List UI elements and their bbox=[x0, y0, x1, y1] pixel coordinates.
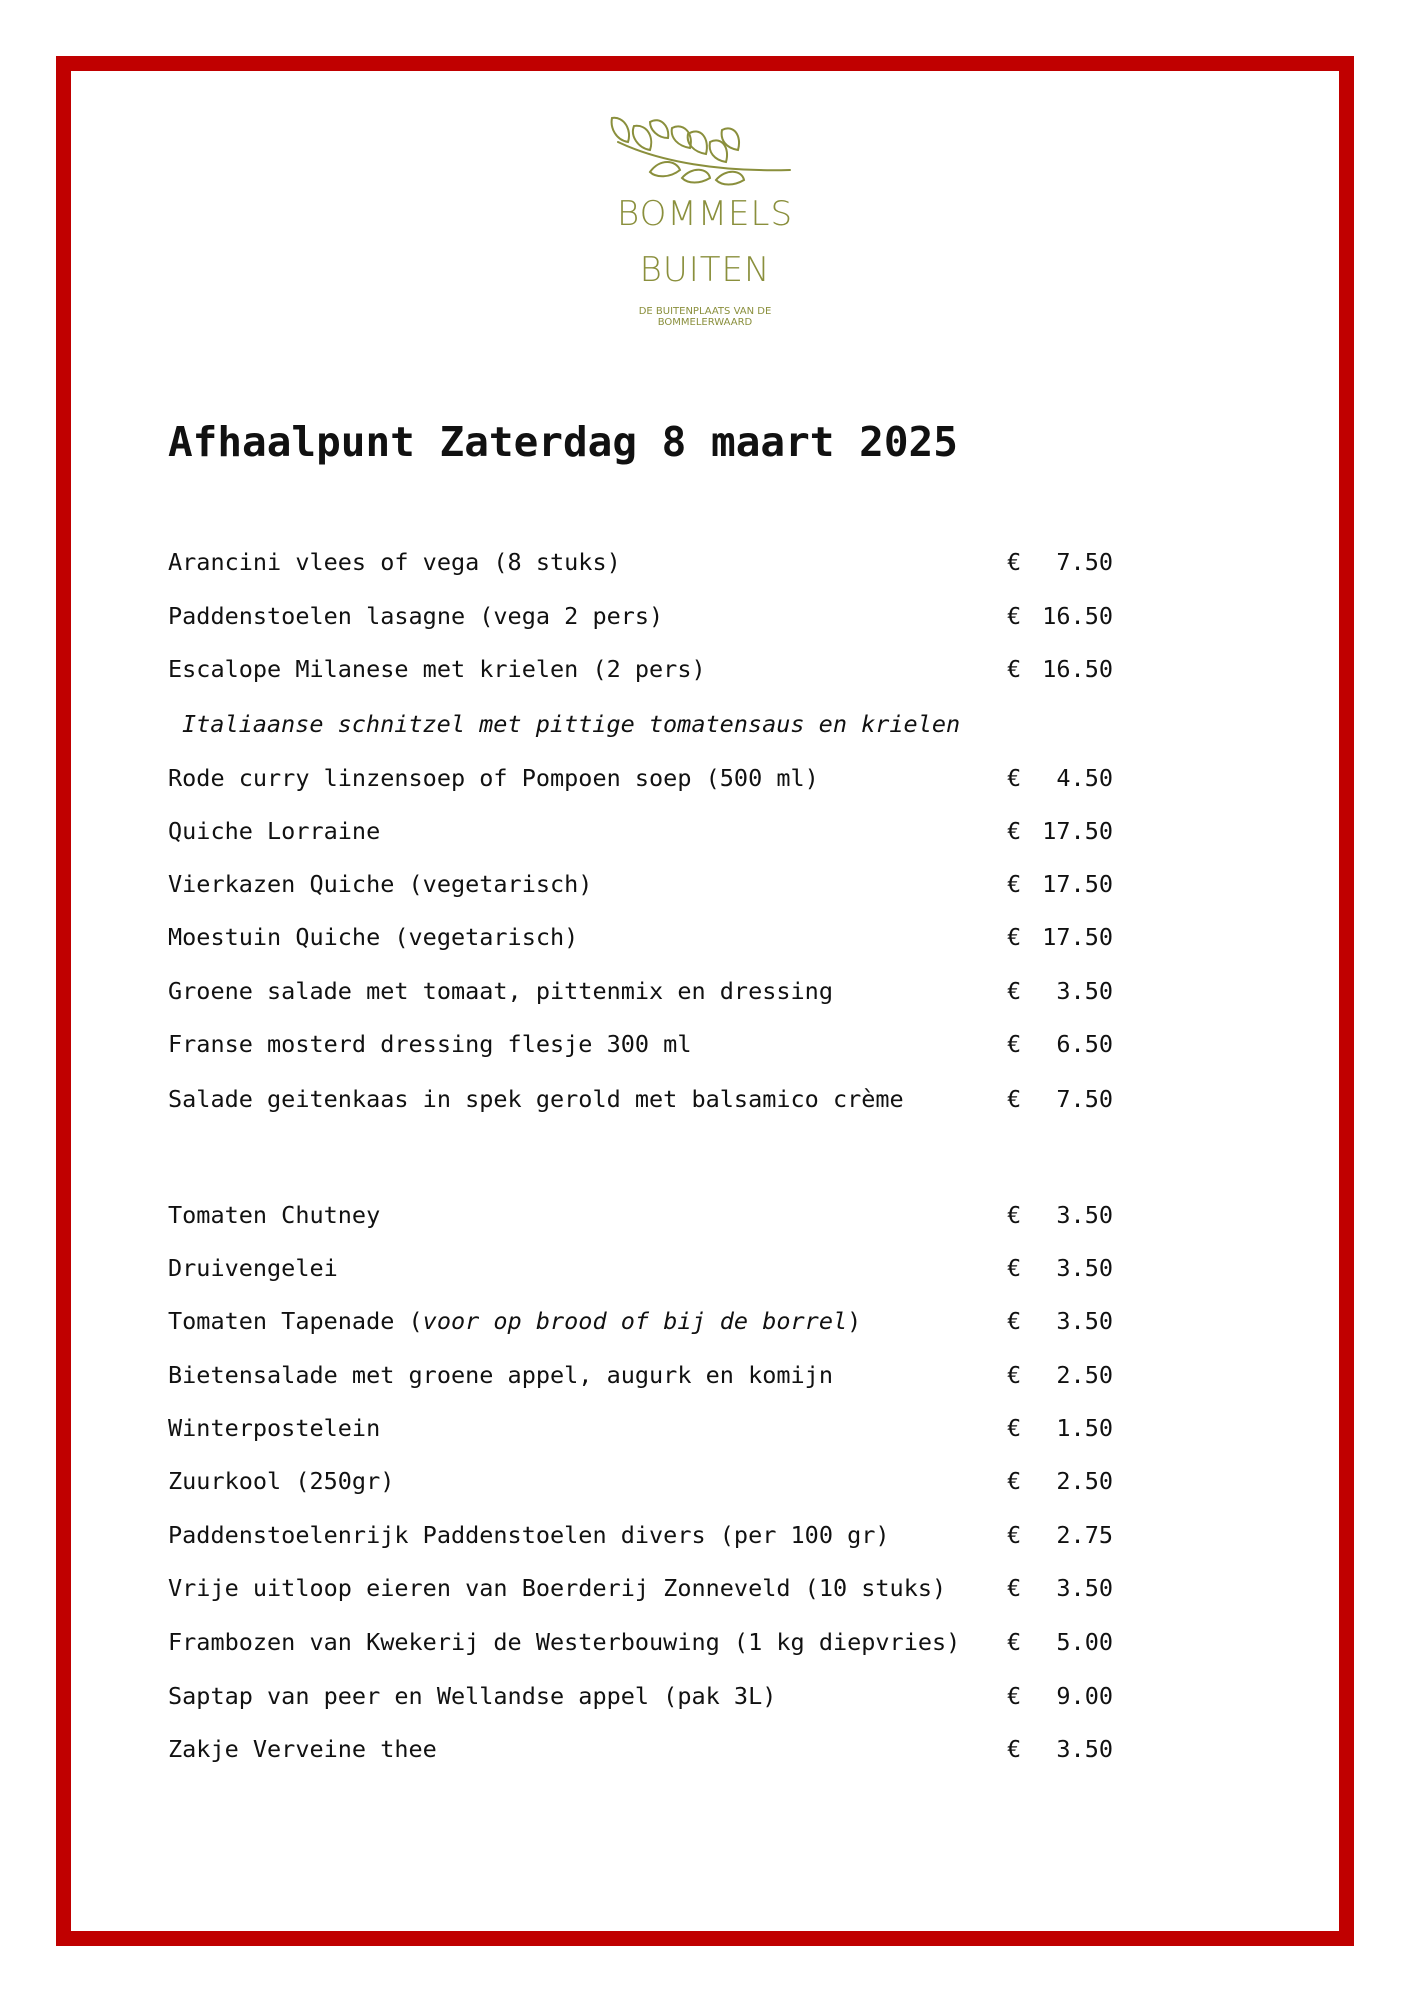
currency-symbol: € bbox=[1007, 1085, 1022, 1113]
item-name: Frambozen van Kwekerij de Westerbouwing (1 kg diepvries) bbox=[168, 1628, 961, 1656]
item-price: 5.00 bbox=[1056, 1628, 1113, 1656]
currency-symbol: € bbox=[1007, 1307, 1022, 1335]
currency-symbol: € bbox=[1007, 602, 1022, 630]
currency-symbol: € bbox=[1007, 1030, 1022, 1058]
item-name: Salade geitenkaas in spek gerold met balsamico crème bbox=[168, 1085, 904, 1113]
item-name: Zuurkool (250gr) bbox=[168, 1467, 395, 1495]
item-price: 17.50 bbox=[1042, 817, 1113, 845]
item-name: Paddenstoelenrijk Paddenstoelen divers (per 100 gr) bbox=[168, 1521, 890, 1549]
item-name: Saptap van peer en Wellandse appel (pak 3L) bbox=[168, 1682, 777, 1710]
logo bbox=[600, 112, 810, 327]
menu-item bbox=[168, 764, 1113, 804]
menu-item bbox=[168, 1030, 1113, 1070]
item-name: Bietensalade met groene appel, augurk en komijn bbox=[168, 1361, 833, 1389]
menu-item bbox=[168, 1085, 1113, 1125]
item-name: Paddenstoelen lasagne (vega 2 pers) bbox=[168, 602, 664, 630]
page-title: Afhaalpunt Zaterdag 8 maart 2025 bbox=[168, 418, 958, 466]
olive-branch-icon bbox=[610, 112, 800, 187]
item-price: 2.75 bbox=[1056, 1521, 1113, 1549]
menu-item bbox=[168, 1467, 1113, 1507]
menu-item bbox=[168, 1361, 1113, 1401]
menu-item bbox=[168, 870, 1113, 910]
currency-symbol: € bbox=[1007, 1574, 1022, 1602]
menu-item bbox=[168, 817, 1113, 857]
item-price: 7.50 bbox=[1056, 548, 1113, 576]
item-price: 3.50 bbox=[1056, 1574, 1113, 1602]
item-name: Druivengelei bbox=[168, 1254, 338, 1282]
item-name: Rode curry linzensoep of Pompoen soep (500 ml) bbox=[168, 764, 819, 792]
menu-item-description bbox=[168, 710, 1113, 750]
menu-item bbox=[168, 1682, 1113, 1722]
menu-item bbox=[168, 1521, 1113, 1561]
currency-symbol: € bbox=[1007, 1735, 1022, 1763]
currency-symbol: € bbox=[1007, 1467, 1022, 1495]
item-price: 2.50 bbox=[1056, 1467, 1113, 1495]
currency-symbol: € bbox=[1007, 1414, 1022, 1442]
currency-symbol: € bbox=[1007, 1361, 1022, 1389]
logo-text-line2: BUITEN bbox=[639, 250, 771, 290]
currency-symbol: € bbox=[1007, 1682, 1022, 1710]
menu-item bbox=[168, 602, 1113, 642]
logo-text-line1: BOMMELS bbox=[616, 194, 794, 234]
item-price: 16.50 bbox=[1042, 655, 1113, 683]
currency-symbol: € bbox=[1007, 1628, 1022, 1656]
item-price: 3.50 bbox=[1056, 1254, 1113, 1282]
item-price: 4.50 bbox=[1056, 764, 1113, 792]
item-name: Quiche Lorraine bbox=[168, 817, 381, 845]
menu-item bbox=[168, 655, 1113, 695]
item-name: Groene salade met tomaat, pittenmix en dressing bbox=[168, 977, 833, 1005]
currency-symbol: € bbox=[1007, 1201, 1022, 1229]
item-note: Italiaanse schnitzel met pittige tomatensaus en krielen bbox=[182, 710, 961, 738]
item-name: Vierkazen Quiche (vegetarisch) bbox=[168, 870, 593, 898]
item-price: 3.50 bbox=[1056, 977, 1113, 1005]
item-price: 3.50 bbox=[1056, 1735, 1113, 1763]
logo-tagline: DE BUITENPLAATS VAN DE BOMMELERWAARD bbox=[638, 306, 772, 328]
menu-item bbox=[168, 1414, 1113, 1454]
menu-item bbox=[168, 923, 1113, 963]
item-name: Winterpostelein bbox=[168, 1414, 381, 1442]
menu-item bbox=[168, 1307, 1113, 1347]
item-name: Vrije uitloop eieren van Boerderij Zonneveld (10 stuks) bbox=[168, 1574, 947, 1602]
item-price: 16.50 bbox=[1042, 602, 1113, 630]
item-name: Moestuin Quiche (vegetarisch) bbox=[168, 923, 579, 951]
menu-item bbox=[168, 1735, 1113, 1775]
currency-symbol: € bbox=[1007, 655, 1022, 683]
currency-symbol: € bbox=[1007, 817, 1022, 845]
item-price: 7.50 bbox=[1056, 1085, 1113, 1113]
menu-item bbox=[168, 548, 1113, 588]
item-price: 17.50 bbox=[1042, 923, 1113, 951]
item-price: 1.50 bbox=[1056, 1414, 1113, 1442]
currency-symbol: € bbox=[1007, 1521, 1022, 1549]
menu-item bbox=[168, 1574, 1113, 1614]
item-name: Franse mosterd dressing flesje 300 ml bbox=[168, 1030, 692, 1058]
currency-symbol: € bbox=[1007, 977, 1022, 1005]
item-name: Arancini vlees of vega (8 stuks) bbox=[168, 548, 621, 576]
item-price: 6.50 bbox=[1056, 1030, 1113, 1058]
menu-item bbox=[168, 1628, 1113, 1668]
menu-item bbox=[168, 1254, 1113, 1294]
item-name-italic: voor op brood of bij de borrel bbox=[422, 1307, 848, 1335]
item-name: Tomaten Tapenade (voor op brood of bij de borrel) bbox=[168, 1307, 862, 1335]
item-name: Zakje Verveine thee bbox=[168, 1735, 437, 1763]
currency-symbol: € bbox=[1007, 1254, 1022, 1282]
item-price: 3.50 bbox=[1056, 1307, 1113, 1335]
item-name: Tomaten Chutney bbox=[168, 1201, 381, 1229]
item-price: 3.50 bbox=[1056, 1201, 1113, 1229]
item-name: Escalope Milanese met krielen (2 pers) bbox=[168, 655, 706, 683]
currency-symbol: € bbox=[1007, 923, 1022, 951]
menu-item bbox=[168, 977, 1113, 1017]
currency-symbol: € bbox=[1007, 548, 1022, 576]
item-price: 9.00 bbox=[1056, 1682, 1113, 1710]
item-price: 2.50 bbox=[1056, 1361, 1113, 1389]
currency-symbol: € bbox=[1007, 764, 1022, 792]
currency-symbol: € bbox=[1007, 870, 1022, 898]
menu-item bbox=[168, 1201, 1113, 1241]
item-price: 17.50 bbox=[1042, 870, 1113, 898]
